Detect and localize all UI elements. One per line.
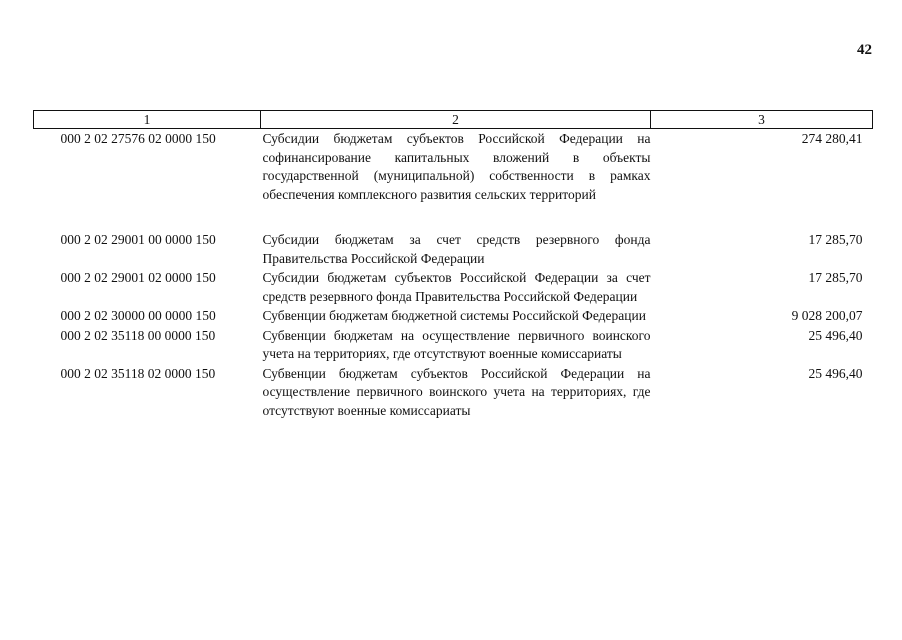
table-row — [34, 306, 873, 326]
row-amount: 25 496,40 — [808, 365, 863, 381]
table-row — [34, 129, 873, 231]
page-number: 42 — [857, 42, 872, 58]
row-code: 000 2 02 27576 02 0000 150 — [60, 131, 216, 146]
table-body — [34, 129, 873, 421]
table-row — [34, 364, 873, 421]
budget-table — [33, 110, 873, 420]
header-column-2: 2 — [261, 111, 651, 129]
header-column-1: 1 — [34, 111, 261, 129]
row-amount: 9 028 200,07 — [791, 308, 863, 323]
row-description: Субсидии бюджетам за счет средств резервного фонда Правительства Российской Федерации — [262, 232, 651, 266]
row-description: Субвенции бюджетам бюджетной системы Российской Федерации — [262, 308, 646, 323]
budget-table-container — [33, 110, 872, 420]
row-code: 000 2 02 35118 00 0000 150 — [60, 327, 216, 343]
row-amount: 25 496,40 — [808, 327, 863, 343]
row-amount: 17 285,70 — [808, 270, 863, 285]
row-amount: 17 285,70 — [808, 232, 863, 247]
table-row — [34, 268, 873, 306]
table-row — [34, 326, 873, 364]
row-description: Субвенции бюджетам субъектов Российской Федерации на осуществление первичного воинского учета на территориях, где отсутствуют военные комиссариаты — [262, 365, 651, 418]
row-code: 000 2 02 30000 00 0000 150 — [60, 308, 216, 323]
header-row — [34, 111, 873, 129]
row-description: Субсидии бюджетам субъектов Российской Федерации за счет средств резервного фонда Правительства Российской Федерации — [262, 270, 651, 304]
row-code: 000 2 02 29001 02 0000 150 — [60, 270, 216, 285]
row-code: 000 2 02 29001 00 0000 150 — [60, 232, 216, 247]
row-code: 000 2 02 35118 02 0000 150 — [60, 365, 216, 381]
row-amount: 274 280,41 — [801, 131, 863, 146]
header-column-3: 3 — [651, 111, 873, 129]
row-description: Субвенции бюджетам на осуществление первичного воинского учета на территориях, где отсутствуют военные комиссариаты — [262, 327, 651, 361]
row-description: Субсидии бюджетам субъектов Российской Федерации на софинансирование капитальных вложений в объекты государственной (муниципальной) собственности в рамках обеспечения комплексного развития сельских территорий — [262, 131, 651, 202]
table-header — [34, 111, 873, 129]
table-row — [34, 230, 873, 268]
